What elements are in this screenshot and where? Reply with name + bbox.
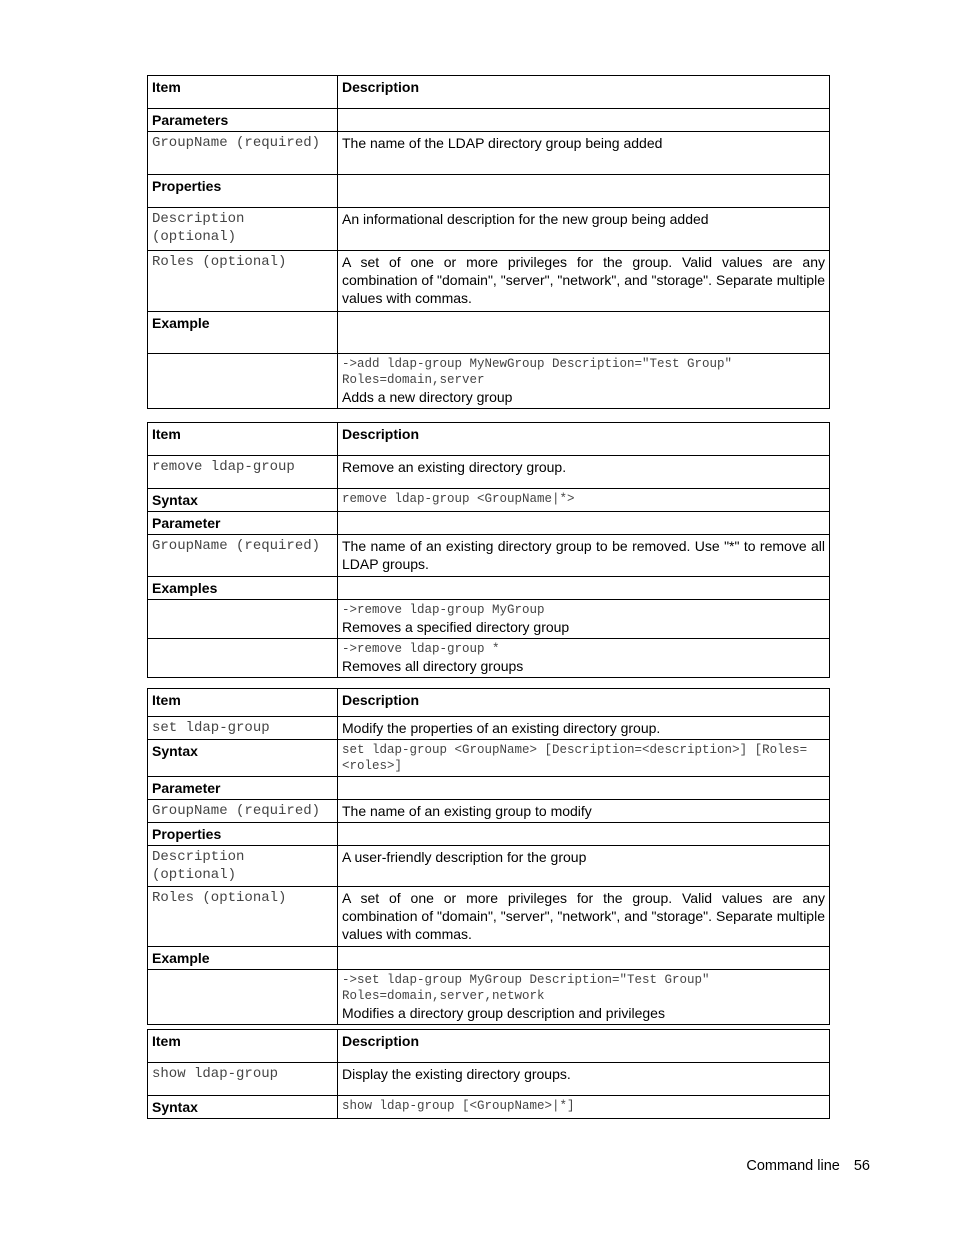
row-description xyxy=(338,109,830,132)
table-row xyxy=(148,251,830,312)
row-description: Modify the properties of an existing directory group. xyxy=(338,717,830,740)
row-description: The name of the LDAP directory group being added xyxy=(338,132,830,175)
row-description xyxy=(338,777,830,800)
syntax-command: show ldap-group [<GroupName>|*] xyxy=(342,1099,575,1113)
table-row xyxy=(148,740,830,777)
row-item xyxy=(148,354,338,409)
add-ldap-group-table xyxy=(147,75,830,409)
example-command: ->remove ldap-group MyGroup xyxy=(342,603,545,617)
row-description: The name of an existing group to modify xyxy=(338,800,830,823)
table-row xyxy=(148,1096,830,1119)
row-item: Description (optional) xyxy=(148,846,338,887)
header-item: Item xyxy=(148,689,338,717)
table-row xyxy=(148,535,830,577)
example-command: ->add ldap-group MyNewGroup Description="Test Group" Roles=domain,server xyxy=(342,357,733,387)
row-description-cell xyxy=(338,740,830,777)
show-ldap-group-table xyxy=(147,1029,830,1119)
table-row xyxy=(148,489,830,512)
example-description: Removes a specified directory group xyxy=(342,619,570,635)
footer-section: Command line xyxy=(746,1158,840,1174)
table-row xyxy=(148,823,830,846)
row-item: Example xyxy=(148,947,338,970)
row-item: GroupName (required) xyxy=(148,535,338,577)
table-header-row xyxy=(148,76,830,109)
table-row xyxy=(148,109,830,132)
row-item: Examples xyxy=(148,577,338,600)
row-item: GroupName (required) xyxy=(148,132,338,175)
row-item: Parameter xyxy=(148,512,338,535)
header-item: Item xyxy=(148,423,338,456)
row-description-cell xyxy=(338,489,830,512)
table-row xyxy=(148,577,830,600)
example-description: Modifies a directory group description and privileges xyxy=(342,1005,665,1021)
row-item: Syntax xyxy=(148,740,338,777)
row-item: Example xyxy=(148,312,338,354)
header-description: Description xyxy=(338,1030,830,1063)
row-description xyxy=(338,175,830,208)
table-row xyxy=(148,132,830,175)
row-description xyxy=(338,823,830,846)
table-row xyxy=(148,175,830,208)
header-item: Item xyxy=(148,76,338,109)
table-row xyxy=(148,456,830,489)
table-row xyxy=(148,512,830,535)
row-description xyxy=(338,512,830,535)
table-row xyxy=(148,947,830,970)
table-row xyxy=(148,887,830,947)
header-item: Item xyxy=(148,1030,338,1063)
row-description-cell xyxy=(338,970,830,1025)
row-item xyxy=(148,639,338,678)
table-row xyxy=(148,312,830,354)
row-item: Properties xyxy=(148,175,338,208)
table-row xyxy=(148,208,830,251)
example-description: Adds a new directory group xyxy=(342,389,513,405)
table-header-row xyxy=(148,689,830,717)
row-description xyxy=(338,947,830,970)
row-description: A set of one or more privileges for the group. Valid values are any combination of "domain", "server", "network", and "storage". Separate multiple values with commas. xyxy=(338,887,830,947)
row-item xyxy=(148,970,338,1025)
header-description: Description xyxy=(338,689,830,717)
row-item: Roles (optional) xyxy=(148,251,338,312)
row-item: show ldap-group xyxy=(148,1063,338,1096)
row-item: Parameters xyxy=(148,109,338,132)
row-description: Display the existing directory groups. xyxy=(338,1063,830,1096)
table-row xyxy=(148,777,830,800)
remove-ldap-group-table xyxy=(147,422,830,678)
set-ldap-group-table xyxy=(147,688,830,1025)
table-row xyxy=(148,970,830,1025)
example-command: ->remove ldap-group * xyxy=(342,642,500,656)
example-description: Removes all directory groups xyxy=(342,658,524,674)
row-item: Syntax xyxy=(148,1096,338,1119)
row-description: A set of one or more privileges for the group. Valid values are any combination of "domain", "server", "network", and "storage". Separate multiple values with commas. xyxy=(338,251,830,312)
row-description xyxy=(338,577,830,600)
table-row xyxy=(148,800,830,823)
row-description xyxy=(338,312,830,354)
page-footer xyxy=(746,1158,870,1174)
row-item: Syntax xyxy=(148,489,338,512)
table-row xyxy=(148,1063,830,1096)
table-row xyxy=(148,639,830,678)
row-item: Roles (optional) xyxy=(148,887,338,947)
row-description: The name of an existing directory group to be removed. Use "*" to remove all LDAP groups. xyxy=(338,535,830,577)
table-row xyxy=(148,717,830,740)
syntax-command: set ldap-group <GroupName> [Description=<description>] [Roles=<roles>] xyxy=(342,743,808,773)
row-item: set ldap-group xyxy=(148,717,338,740)
row-item: Description (optional) xyxy=(148,208,338,251)
row-item xyxy=(148,600,338,639)
header-description: Description xyxy=(338,423,830,456)
row-item: Parameter xyxy=(148,777,338,800)
row-description-cell xyxy=(338,600,830,639)
syntax-command: remove ldap-group <GroupName|*> xyxy=(342,492,575,506)
table-row xyxy=(148,600,830,639)
row-item: GroupName (required) xyxy=(148,800,338,823)
row-description: Remove an existing directory group. xyxy=(338,456,830,489)
row-item: Properties xyxy=(148,823,338,846)
row-item: remove ldap-group xyxy=(148,456,338,489)
example-command: ->set ldap-group MyGroup Description="Test Group" Roles=domain,server,network xyxy=(342,973,710,1003)
table-row xyxy=(148,354,830,409)
row-description-cell xyxy=(338,354,830,409)
table-header-row xyxy=(148,1030,830,1063)
table-row xyxy=(148,846,830,887)
header-description: Description xyxy=(338,76,830,109)
row-description: An informational description for the new group being added xyxy=(338,208,830,251)
row-description-cell xyxy=(338,1096,830,1119)
row-description: A user-friendly description for the group xyxy=(338,846,830,887)
page-number: 56 xyxy=(853,1158,870,1174)
row-description-cell xyxy=(338,639,830,678)
table-header-row xyxy=(148,423,830,456)
